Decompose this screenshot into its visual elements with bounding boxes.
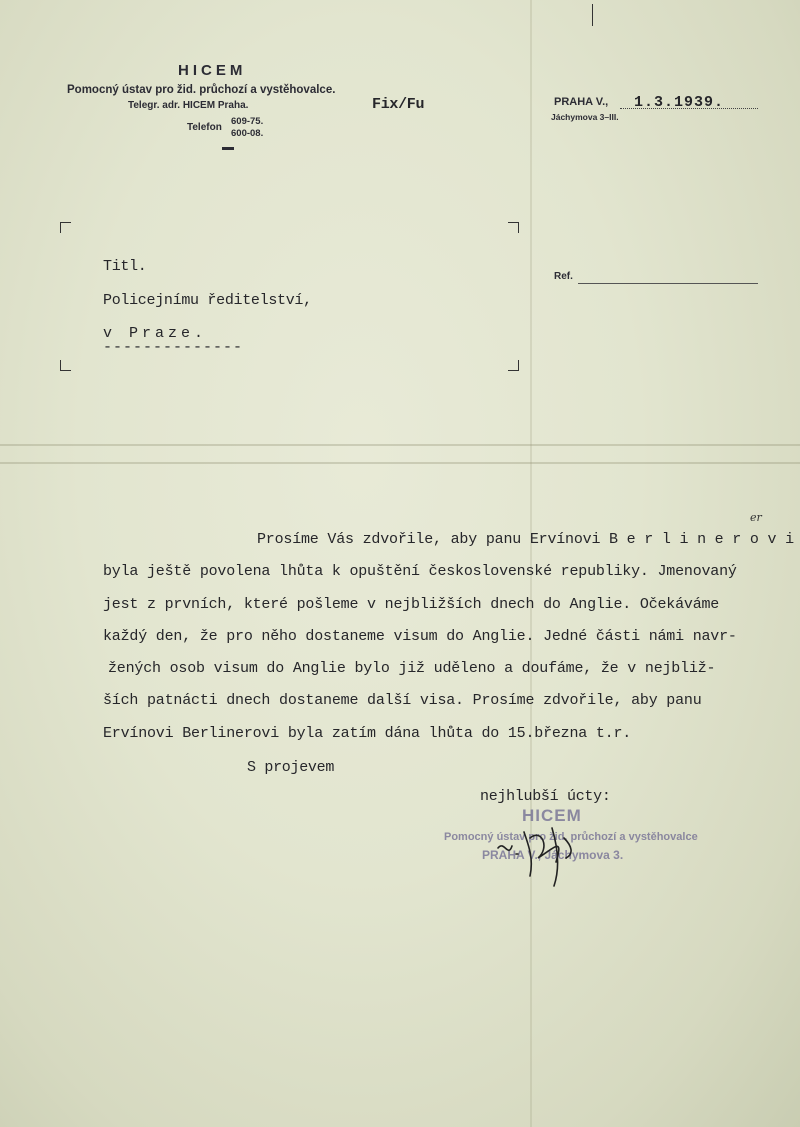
letterhead-dash [222,147,234,150]
paper-fold [0,444,800,446]
city-label: PRAHA V., [554,96,609,108]
telegraph-address: Telegr. adr. HICEM Praha. [128,100,249,111]
recipient-underline: -------------- [103,339,244,356]
address-corner-mark [60,360,71,371]
handwritten-signature [494,818,604,888]
recipient-title: Titl. [103,258,147,275]
telefon-number-2: 600-08. [231,128,264,139]
org-subtitle: Pomocný ústav pro žid. průchozí a vystěhovalce. [67,84,336,96]
body-line: každý den, že pro něho dostaneme visum do Anglie. Jedné části námi navr- [103,628,737,645]
address-corner-mark [508,222,519,233]
body-line: ších patnácti dnech dostaneme další visa. Prosíme zdvořile, aby panu [103,692,702,709]
address-corner-mark [60,222,71,233]
reference-code: Fix/Fu [372,96,425,113]
stamp-name: HICEM [522,806,582,825]
body-line: byla ještě povolena lhůta k opuštění československé republiky. Jmenovaný [103,563,737,580]
recipient-city: v Praze. [103,325,208,342]
body-line: jest z prvních, které pošleme v nejbližších dnech do Anglie. Očekáváme [103,596,720,613]
street-address: Jáchymova 3–III. [551,112,619,122]
body-line: žených osob visum do Anglie bylo již uděleno a doufáme, že v nejbliž- [108,660,716,677]
ref-line [578,283,758,284]
closing-phrase: S projevem [247,759,335,776]
org-name: HICEM [178,62,247,79]
stamp-line: Pomocný ústav pro žid. průchozí a vystěhovalce [444,831,698,843]
ref-label: Ref. [554,271,573,282]
telefon-label: Telefon [187,122,222,133]
letter-date: 1.3.1939. [634,94,725,111]
stamp-line: PRAHA V., Jáchymova 3. [482,848,624,862]
closing-greeting: nejhlubší úcty: [480,788,611,805]
body-line: Prosíme Vás zdvořile, aby panu Ervínovi B e r l i n e r o v i [257,531,794,548]
paper-fold [0,462,800,464]
handwritten-correction: er [750,511,762,524]
telefon-number-1: 609-75. [231,116,264,127]
edge-mark [592,4,593,26]
address-corner-mark [508,360,519,371]
body-line: Ervínovi Berlinerovi byla zatím dána lhůta do 15.března t.r. [103,725,632,742]
recipient-name: Policejnímu ředitelství, [103,292,312,309]
